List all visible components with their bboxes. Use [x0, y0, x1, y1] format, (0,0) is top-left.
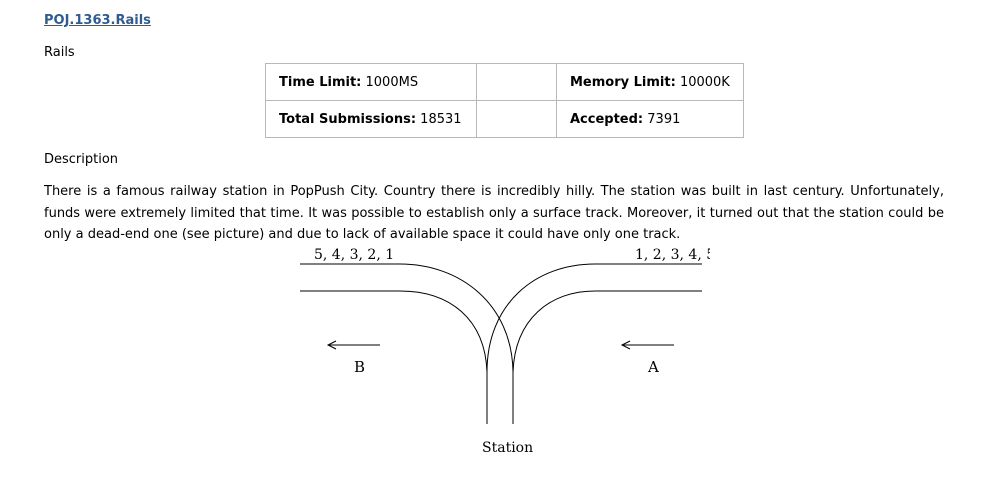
- limits-row-2: [266, 101, 744, 138]
- left-sequence-label: 5, 4, 3, 2, 1: [314, 247, 395, 263]
- total-submissions-value: 18531: [420, 111, 462, 127]
- accepted-value: 7391: [647, 111, 681, 127]
- time-limit-cell: [266, 64, 477, 101]
- empty-cell-2: [477, 101, 557, 138]
- memory-limit-value: 10000K: [679, 74, 730, 90]
- left-rail-outer: [300, 264, 513, 372]
- right-sequence-label: 1, 2, 3, 4, 5: [635, 247, 710, 263]
- time-limit-label: Time Limit:: [279, 74, 362, 90]
- rails-diagram: [290, 244, 710, 460]
- memory-limit-label: Memory Limit:: [570, 74, 676, 90]
- station-label: Station: [482, 440, 534, 456]
- total-submissions-cell: [266, 101, 477, 138]
- limits-table: [265, 63, 744, 138]
- right-rail-inner: [513, 291, 702, 372]
- memory-limit-cell: [557, 64, 744, 101]
- direction-b-label: B: [354, 358, 366, 376]
- time-limit-value: 1000MS: [365, 74, 419, 90]
- empty-cell-1: [477, 64, 557, 101]
- rails-figure: [290, 244, 710, 460]
- problem-subtitle: Rails: [44, 45, 75, 60]
- limits-row-1: [266, 64, 744, 101]
- left-rail-inner: [300, 291, 487, 372]
- direction-a-label: A: [648, 358, 659, 376]
- description-text: There is a famous railway station in PopPush City. Country there is incredibly hilly. The station was built in last century. Unfortunately, funds were extremely limited that time. It was possible to establish only a surface track. Moreover, it turned out that the station could be only a dead-end one (see picture) and due to lack of available space it could have only one track.: [44, 184, 944, 242]
- accepted-cell: [557, 101, 744, 138]
- description-heading: Description: [44, 152, 119, 167]
- accepted-label: Accepted:: [570, 111, 644, 127]
- problem-title[interactable]: POJ.1363.Rails: [44, 13, 151, 28]
- total-submissions-label: Total Submissions:: [279, 111, 417, 127]
- right-rail-outer: [487, 264, 702, 372]
